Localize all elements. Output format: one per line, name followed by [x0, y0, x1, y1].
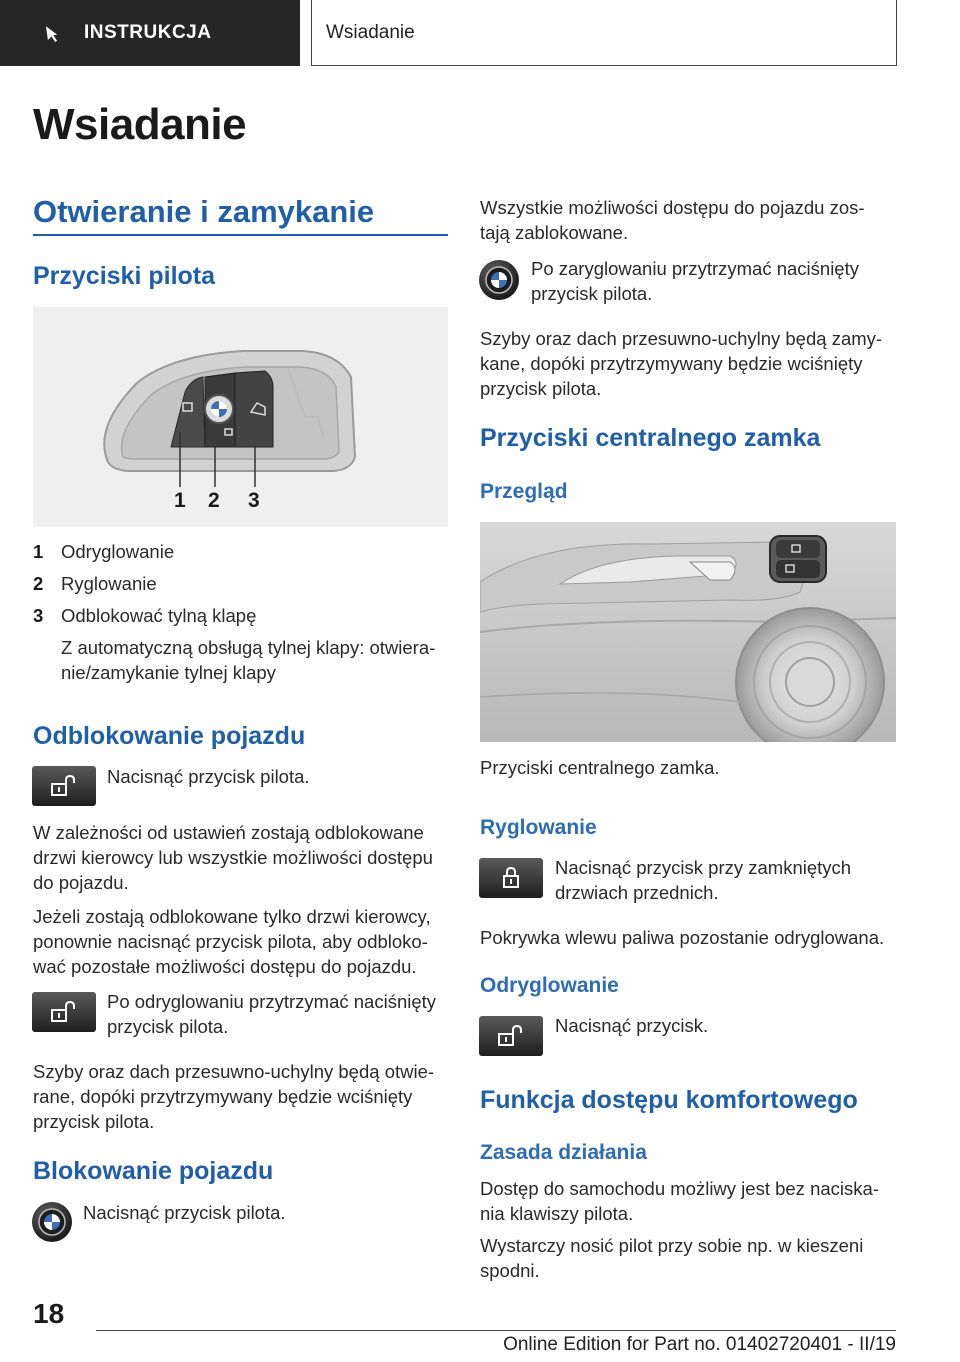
lock-button-icon — [479, 858, 543, 898]
remote-item-number: 3 — [33, 605, 44, 626]
footer-edition: Online Edition for Part no. 01402720401 - II/19 — [503, 1334, 896, 1355]
lock-windows: Szyby oraz dach przesuwno-uchylny będą zamy- — [480, 328, 883, 349]
lock-windows: kane, dopóki przytrzymywany będzie wciśnięty — [480, 353, 863, 374]
book-pointer-icon — [42, 20, 68, 46]
lock-hold: przycisk pilota. — [531, 283, 653, 304]
unlock-para: do pojazdu. — [33, 872, 129, 893]
overview-heading: Przegląd — [480, 480, 568, 503]
central-caption: Przyciski centralnego zamka. — [480, 757, 720, 778]
unlock-sub-heading: Odryglowanie — [480, 974, 619, 997]
remote-item-label: Odryglowanie — [61, 541, 175, 562]
page-title: Wsiadanie — [33, 100, 247, 149]
manual-tab-label: INSTRUKCJA — [84, 22, 212, 43]
central-heading: Przyciski centralnego zamka — [480, 424, 821, 452]
remote-item-note: nie/zamykanie tylnej klapy — [61, 662, 276, 683]
footer-rule — [96, 1330, 896, 1331]
remote-item-number: 1 — [33, 541, 44, 562]
lock-result: tają zablokowane. — [480, 222, 629, 243]
unlock-button-icon — [32, 992, 96, 1032]
remote-item-note: Z automatyczną obsługą tylnej klapy: otwiera- — [61, 637, 436, 658]
bmw-logo-icon — [32, 1202, 72, 1242]
unlock-heading: Odblokowanie pojazdu — [33, 722, 306, 750]
lock-result: Wszystkie możliwości dostępu do pojazdu zos- — [480, 197, 865, 218]
lock-windows: przycisk pilota. — [480, 378, 602, 399]
principle-heading: Zasada działania — [480, 1141, 647, 1164]
principle-text: nia klawiszy pilota. — [480, 1203, 634, 1224]
bmw-logo-icon — [479, 260, 519, 300]
unlock-windows: rane, dopóki przytrzymywany będzie wciśnięty — [33, 1086, 413, 1107]
lock-sub-text: Nacisnąć przycisk przy zamkniętych — [555, 857, 852, 878]
page-number: 18 — [33, 1298, 65, 1329]
section-rule — [33, 234, 448, 236]
lock-sub-heading: Ryglowanie — [480, 816, 597, 839]
remote-heading: Przyciski pilota — [33, 262, 216, 290]
unlock-hold: Po odryglowaniu przytrzymać naciśnięty — [107, 991, 437, 1012]
remote-key-figure — [33, 307, 448, 527]
remote-item-label: Ryglowanie — [61, 573, 157, 594]
door-panel-figure — [480, 522, 896, 742]
unlock-para: wać pozostałe możliwości dostępu do pojazdu. — [33, 956, 417, 977]
unlock-para: drzwi kierowcy lub wszystkie możliwości dostępu — [33, 847, 433, 868]
lock-sub-text: drzwiach przednich. — [555, 882, 719, 903]
page-header — [0, 0, 960, 66]
remote-item-number: 2 — [33, 573, 44, 594]
unlock-windows: przycisk pilota. — [33, 1111, 155, 1132]
unlock-para: W zależności od ustawień zostają odblokowane — [33, 822, 424, 843]
remote-label-2: 2 — [208, 489, 220, 512]
lock-heading: Blokowanie pojazdu — [33, 1157, 274, 1185]
principle-text: Wystarczy nosić pilot przy sobie np. w kieszeni — [480, 1235, 864, 1256]
principle-text: Dostęp do samochodu możliwy jest bez naciska- — [480, 1178, 879, 1199]
unlock-button-icon — [32, 766, 96, 806]
comfort-heading: Funkcja dostępu komfortowego — [480, 1086, 858, 1114]
section-title: Otwieranie i zamykanie — [33, 194, 375, 229]
unlock-instruction: Nacisnąć przycisk pilota. — [107, 766, 310, 787]
remote-item-label: Odblokować tylną klapę — [61, 605, 257, 626]
remote-label-1: 1 — [174, 489, 186, 512]
unlock-para: ponownie nacisnąć przycisk pilota, aby odbloko- — [33, 931, 428, 952]
lock-instruction: Nacisnąć przycisk pilota. — [83, 1202, 286, 1223]
fuel-note: Pokrywka wlewu paliwa pozostanie odryglowana. — [480, 927, 885, 948]
unlock-button-icon — [479, 1016, 543, 1056]
section-breadcrumb[interactable] — [311, 0, 897, 66]
manual-tab[interactable] — [0, 0, 300, 66]
section-breadcrumb-label: Wsiadanie — [326, 21, 415, 43]
unlock-windows: Szyby oraz dach przesuwno-uchylny będą otwie- — [33, 1061, 435, 1082]
lock-hold: Po zaryglowaniu przytrzymać naciśnięty — [531, 258, 859, 279]
unlock-hold: przycisk pilota. — [107, 1016, 229, 1037]
unlock-sub-instruction: Nacisnąć przycisk. — [555, 1015, 709, 1036]
unlock-para: Jeżeli zostają odblokowane tylko drzwi kierowcy, — [33, 906, 431, 927]
remote-label-3: 3 — [248, 489, 260, 512]
principle-text: spodni. — [480, 1260, 540, 1281]
